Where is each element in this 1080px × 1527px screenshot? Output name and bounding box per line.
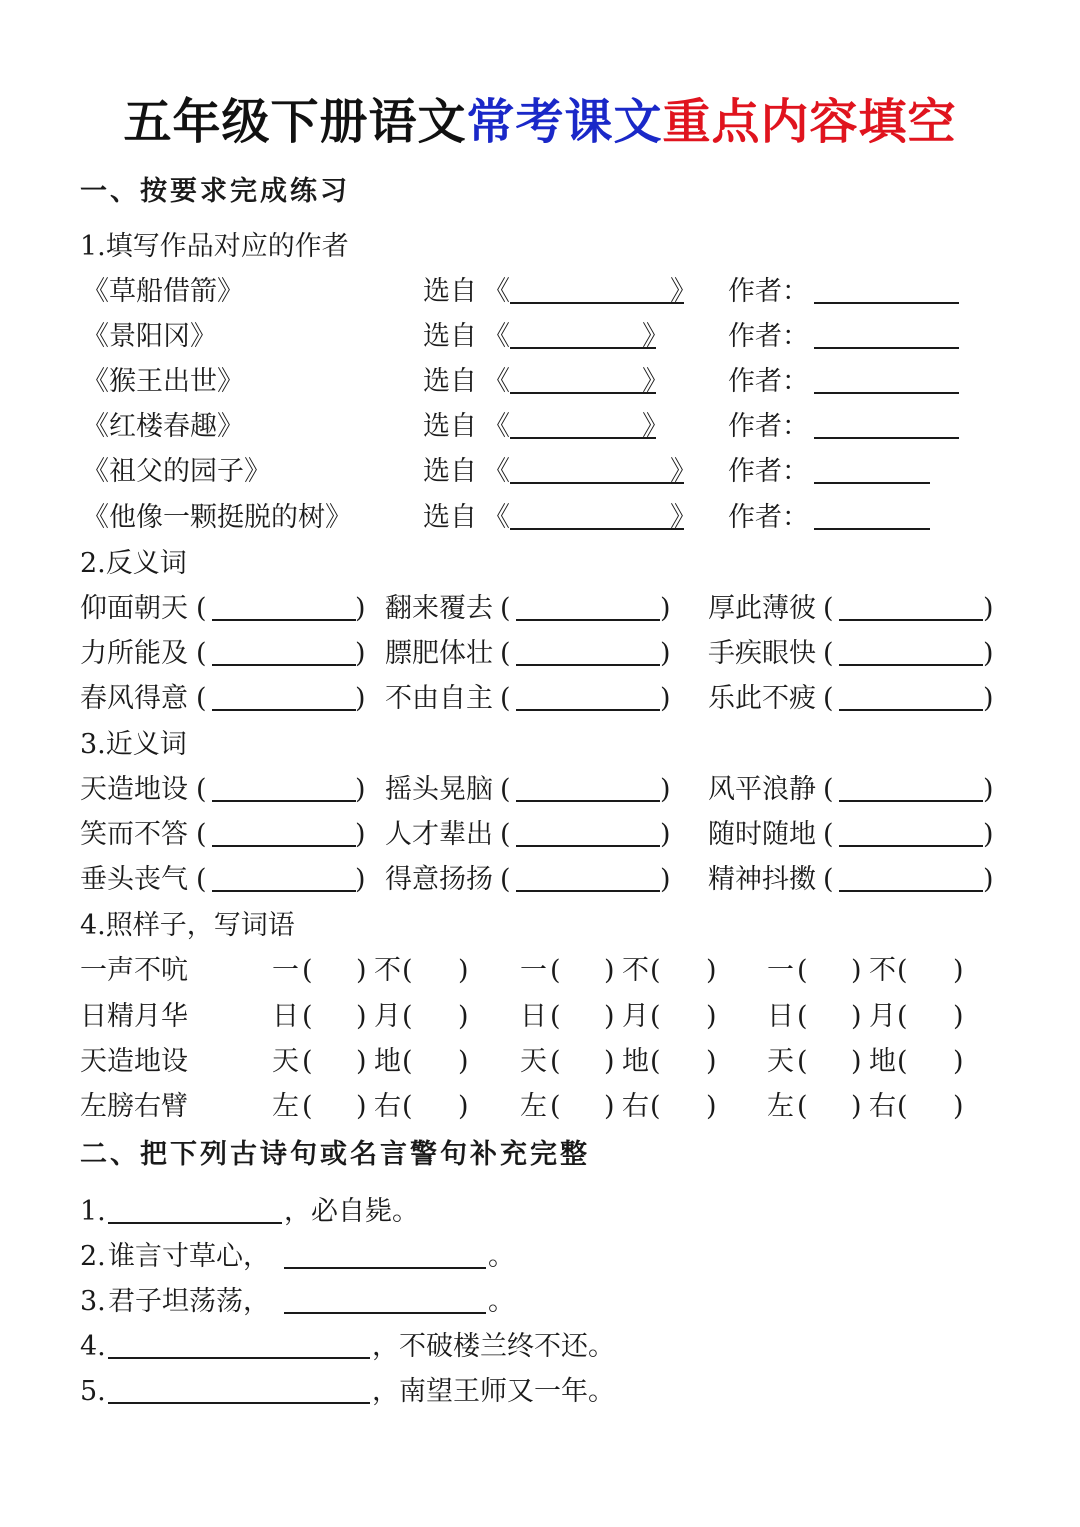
close-paren: ): [660, 683, 671, 714]
close-paren: ): [983, 774, 994, 805]
title-part-red: 重点内容填空: [662, 94, 957, 150]
blank-underline: [814, 362, 959, 394]
answer-blank[interactable]: [212, 677, 356, 721]
blank-underline: [510, 407, 656, 439]
answer-blank[interactable]: [516, 587, 660, 631]
idiom-word: 手疾眼快: [708, 638, 816, 669]
blank-underline: [516, 860, 660, 892]
blank-underline: [516, 634, 660, 666]
answer-blank[interactable]: [516, 768, 660, 812]
blank-underline: [212, 634, 356, 666]
close-paren: ): [706, 955, 717, 986]
author-blank[interactable]: [814, 450, 930, 494]
open-paren: (: [650, 1091, 661, 1122]
pattern-char: 左: [767, 1091, 794, 1122]
open-paren: (: [500, 638, 511, 669]
open-paren: (: [797, 1001, 808, 1032]
answer-blank[interactable]: [516, 813, 660, 857]
select-label: 选自: [423, 456, 477, 487]
pattern-char: 月: [869, 1001, 896, 1032]
close-paren: ): [660, 819, 671, 850]
blank-underline: [108, 1192, 282, 1224]
pattern-char: 日: [767, 1001, 794, 1032]
blank-underline: [212, 860, 356, 892]
poem-post: 。: [488, 1286, 515, 1317]
title-part-blue: 常考课文: [466, 94, 663, 150]
answer-blank[interactable]: [516, 858, 660, 902]
work-title: 《猴王出世》: [82, 366, 244, 397]
work-title: 《他像一颗挺脱的树》: [82, 502, 352, 533]
pattern-char: 天: [520, 1046, 547, 1077]
blank-underline: [814, 452, 930, 484]
idiom-word: 翻来覆去: [385, 593, 493, 624]
idiom-word: 膘肥体壮: [385, 638, 493, 669]
author-label: 作者：: [728, 321, 809, 352]
exercise-row: [0, 632, 1080, 676]
close-paren: ): [660, 638, 671, 669]
poem-pre: 谁言寸草心，: [108, 1241, 270, 1272]
work-title: 《草船借箭》: [82, 276, 244, 307]
pattern-char: 天: [767, 1046, 794, 1077]
blank-underline: [839, 770, 983, 802]
example-word: 左膀右臂: [80, 1091, 188, 1122]
exercise-row: [0, 496, 1080, 540]
close-paren: ): [660, 593, 671, 624]
close-quote: 》: [642, 366, 669, 397]
close-paren: ): [355, 593, 366, 624]
open-paren: (: [402, 955, 413, 986]
pattern-char: 日: [272, 1001, 299, 1032]
blank-underline: [510, 272, 684, 304]
pattern-char: 不: [869, 955, 896, 986]
open-quote: 《: [483, 502, 510, 533]
blank-underline: [284, 1237, 486, 1269]
exercise-row: [0, 677, 1080, 721]
poem-post: ，南望王师又一年。: [372, 1376, 615, 1407]
blank-underline: [284, 1282, 486, 1314]
idiom-word: 随时随地: [708, 819, 816, 850]
exercise-row: [0, 450, 1080, 494]
close-paren: ): [458, 1001, 469, 1032]
exercise-row: [0, 768, 1080, 812]
section1-heading: 一、按要求完成练习: [80, 176, 350, 207]
blank-underline: [510, 498, 684, 530]
author-blank[interactable]: [814, 405, 959, 449]
q3-label: 3.近义词: [80, 729, 187, 760]
close-paren: ): [458, 1046, 469, 1077]
exercise-row: [0, 405, 1080, 449]
open-paren: (: [550, 1001, 561, 1032]
pattern-char: 右: [622, 1091, 649, 1122]
poem-blank[interactable]: [108, 1370, 370, 1414]
close-quote: 》: [642, 321, 669, 352]
exercise-row: [0, 858, 1080, 902]
open-paren: (: [823, 638, 834, 669]
poem-blank[interactable]: [108, 1190, 282, 1234]
exercise-row: [0, 1085, 1080, 1129]
close-paren: ): [355, 774, 366, 805]
close-paren: ): [953, 955, 964, 986]
pattern-char: 地: [374, 1046, 401, 1077]
answer-blank[interactable]: [839, 632, 983, 676]
answer-blank[interactable]: [212, 858, 356, 902]
idiom-word: 厚此薄彼: [708, 593, 816, 624]
blank-underline: [516, 815, 660, 847]
open-quote: 《: [483, 366, 510, 397]
idiom-word: 力所能及: [80, 638, 188, 669]
open-paren: (: [302, 1001, 313, 1032]
close-paren: ): [604, 955, 615, 986]
close-paren: ): [983, 819, 994, 850]
close-paren: ): [604, 1046, 615, 1077]
open-paren: (: [650, 955, 661, 986]
close-quote: 》: [642, 411, 669, 442]
open-paren: (: [823, 819, 834, 850]
blank-underline: [510, 452, 684, 484]
answer-blank[interactable]: [212, 632, 356, 676]
poem-blank[interactable]: [108, 1325, 370, 1369]
title-part-black: 五年级下册语文: [123, 94, 467, 150]
idiom-word: 天造地设: [80, 774, 188, 805]
open-paren: (: [823, 774, 834, 805]
line-number: 1.: [80, 1196, 106, 1227]
select-label: 选自: [423, 321, 477, 352]
open-paren: (: [402, 1091, 413, 1122]
close-paren: ): [356, 1046, 367, 1077]
pattern-char: 一: [767, 955, 794, 986]
blank-underline: [212, 815, 356, 847]
q1-label: 1.填写作品对应的作者: [80, 231, 349, 262]
close-paren: ): [356, 1091, 367, 1122]
pattern-char: 一: [272, 955, 299, 986]
blank-underline: [516, 589, 660, 621]
select-label: 选自: [423, 502, 477, 533]
open-paren: (: [500, 819, 511, 850]
blank-underline: [108, 1372, 370, 1404]
author-blank[interactable]: [814, 496, 930, 540]
answer-blank[interactable]: [839, 813, 983, 857]
pattern-char: 地: [622, 1046, 649, 1077]
example-word: 一声不吭: [80, 955, 188, 986]
exercise-row: [0, 1235, 1080, 1279]
select-label: 选自: [423, 366, 477, 397]
idiom-word: 仰面朝天: [80, 593, 188, 624]
close-paren: ): [458, 955, 469, 986]
poem-post: ，必自毙。: [284, 1196, 419, 1227]
open-paren: (: [650, 1001, 661, 1032]
source-blank[interactable]: [510, 270, 684, 314]
open-paren: (: [500, 864, 511, 895]
blank-underline: [510, 317, 656, 349]
open-quote: 《: [483, 456, 510, 487]
idiom-word: 不由自主: [385, 683, 493, 714]
pattern-char: 日: [520, 1001, 547, 1032]
idiom-word: 春风得意: [80, 683, 188, 714]
close-quote: 》: [670, 276, 697, 307]
author-label: 作者：: [728, 276, 809, 307]
source-blank[interactable]: [510, 405, 656, 449]
poem-blank[interactable]: [284, 1280, 486, 1324]
exercise-row: [0, 995, 1080, 1039]
select-label: 选自: [423, 276, 477, 307]
pattern-char: 地: [869, 1046, 896, 1077]
example-word: 天造地设: [80, 1046, 188, 1077]
pattern-char: 天: [272, 1046, 299, 1077]
work-title: 《景阳冈》: [82, 321, 217, 352]
exercise-row: [0, 587, 1080, 631]
blank-underline: [212, 679, 356, 711]
exercise-row: [0, 315, 1080, 359]
author-blank[interactable]: [814, 270, 959, 314]
open-paren: (: [823, 593, 834, 624]
poem-blank[interactable]: [284, 1235, 486, 1279]
answer-blank[interactable]: [839, 858, 983, 902]
source-blank[interactable]: [510, 450, 684, 494]
open-paren: (: [823, 864, 834, 895]
blank-underline: [839, 860, 983, 892]
author-label: 作者：: [728, 456, 809, 487]
close-paren: ): [851, 1001, 862, 1032]
idiom-word: 垂头丧气: [80, 864, 188, 895]
open-paren: (: [650, 1046, 661, 1077]
open-paren: (: [897, 955, 908, 986]
source-blank[interactable]: [510, 315, 656, 359]
answer-blank[interactable]: [839, 768, 983, 812]
open-quote: 《: [483, 321, 510, 352]
open-paren: (: [897, 1091, 908, 1122]
line-number: 5.: [80, 1376, 106, 1407]
blank-underline: [839, 634, 983, 666]
open-paren: (: [302, 1046, 313, 1077]
author-blank[interactable]: [814, 360, 959, 404]
answer-blank[interactable]: [839, 677, 983, 721]
blank-underline: [839, 589, 983, 621]
open-quote: 《: [483, 411, 510, 442]
close-paren: ): [953, 1001, 964, 1032]
answer-blank[interactable]: [212, 587, 356, 631]
close-paren: ): [983, 593, 994, 624]
poem-pre: 君子坦荡荡，: [108, 1286, 270, 1317]
blank-underline: [839, 679, 983, 711]
pattern-char: 不: [374, 955, 401, 986]
close-paren: ): [458, 1091, 469, 1122]
idiom-word: 乐此不疲: [708, 683, 816, 714]
line-number: 2.: [80, 1241, 106, 1272]
exercise-row: [0, 1325, 1080, 1369]
blank-underline: [814, 407, 959, 439]
author-label: 作者：: [728, 502, 809, 533]
close-paren: ): [706, 1046, 717, 1077]
close-paren: ): [355, 683, 366, 714]
answer-blank[interactable]: [212, 813, 356, 857]
open-paren: (: [897, 1046, 908, 1077]
author-label: 作者：: [728, 411, 809, 442]
pattern-char: 左: [520, 1091, 547, 1122]
open-paren: (: [196, 819, 207, 850]
open-paren: (: [196, 593, 207, 624]
blank-underline: [510, 362, 656, 394]
close-paren: ): [355, 864, 366, 895]
close-paren: ): [356, 955, 367, 986]
close-paren: ): [953, 1046, 964, 1077]
q4-label: 4.照样子，写词语: [80, 910, 295, 941]
exercise-row: [0, 270, 1080, 314]
exercise-row: [0, 1040, 1080, 1084]
open-paren: (: [797, 955, 808, 986]
line-number: 4.: [80, 1331, 106, 1362]
close-paren: ): [851, 1091, 862, 1122]
blank-underline: [814, 272, 959, 304]
open-paren: (: [196, 774, 207, 805]
exercise-row: [0, 360, 1080, 404]
close-paren: ): [355, 638, 366, 669]
example-word: 日精月华: [80, 1001, 188, 1032]
idiom-word: 风平浪静: [708, 774, 816, 805]
answer-blank[interactable]: [516, 677, 660, 721]
author-label: 作者：: [728, 366, 809, 397]
open-paren: (: [302, 1091, 313, 1122]
close-paren: ): [604, 1001, 615, 1032]
exercise-row: [0, 1190, 1080, 1234]
close-paren: ): [953, 1091, 964, 1122]
blank-underline: [814, 317, 959, 349]
open-paren: (: [897, 1001, 908, 1032]
answer-blank[interactable]: [516, 632, 660, 676]
close-paren: ): [983, 864, 994, 895]
pattern-char: 左: [272, 1091, 299, 1122]
exercise-row: [0, 949, 1080, 993]
open-paren: (: [550, 955, 561, 986]
pattern-char: 右: [374, 1091, 401, 1122]
source-blank[interactable]: [510, 496, 684, 540]
line-number: 3.: [80, 1286, 106, 1317]
blank-underline: [108, 1327, 370, 1359]
open-paren: (: [797, 1046, 808, 1077]
idiom-word: 笑而不答: [80, 819, 188, 850]
open-paren: (: [196, 864, 207, 895]
close-quote: 》: [670, 456, 697, 487]
poem-post: 。: [488, 1241, 515, 1272]
close-paren: ): [983, 638, 994, 669]
idiom-word: 精神抖擞: [708, 864, 816, 895]
pattern-char: 月: [374, 1001, 401, 1032]
blank-underline: [212, 770, 356, 802]
blank-underline: [516, 770, 660, 802]
open-paren: (: [500, 774, 511, 805]
open-paren: (: [402, 1046, 413, 1077]
answer-blank[interactable]: [212, 768, 356, 812]
close-paren: ): [660, 774, 671, 805]
q2-label: 2.反义词: [80, 548, 187, 579]
idiom-word: 得意扬扬: [385, 864, 493, 895]
idiom-word: 人才辈出: [385, 819, 493, 850]
close-paren: ): [660, 864, 671, 895]
close-paren: ): [604, 1091, 615, 1122]
open-paren: (: [550, 1046, 561, 1077]
close-paren: ): [983, 683, 994, 714]
open-paren: (: [500, 683, 511, 714]
close-paren: ): [851, 955, 862, 986]
work-title: 《祖父的园子》: [82, 456, 271, 487]
poem-post: ，不破楼兰终不还。: [372, 1331, 615, 1362]
pattern-char: 一: [520, 955, 547, 986]
blank-underline: [516, 679, 660, 711]
open-paren: (: [196, 638, 207, 669]
open-paren: (: [402, 1001, 413, 1032]
page-title: [0, 92, 1080, 152]
pattern-char: 右: [869, 1091, 896, 1122]
pattern-char: 月: [622, 1001, 649, 1032]
exercise-row: [0, 1370, 1080, 1414]
close-paren: ): [851, 1046, 862, 1077]
section2-heading: 二、把下列古诗句或名言警句补充完整: [80, 1139, 590, 1170]
close-paren: ): [706, 1001, 717, 1032]
answer-blank[interactable]: [839, 587, 983, 631]
close-quote: 》: [670, 502, 697, 533]
close-paren: ): [355, 819, 366, 850]
blank-underline: [212, 589, 356, 621]
idiom-word: 摇头晃脑: [385, 774, 493, 805]
blank-underline: [814, 498, 930, 530]
blank-underline: [839, 815, 983, 847]
open-quote: 《: [483, 276, 510, 307]
open-paren: (: [500, 593, 511, 624]
exercise-row: [0, 813, 1080, 857]
close-paren: ): [706, 1091, 717, 1122]
select-label: 选自: [423, 411, 477, 442]
author-blank[interactable]: [814, 315, 959, 359]
work-title: 《红楼春趣》: [82, 411, 244, 442]
open-paren: (: [302, 955, 313, 986]
source-blank[interactable]: [510, 360, 656, 404]
open-paren: (: [196, 683, 207, 714]
pattern-char: 不: [622, 955, 649, 986]
open-paren: (: [823, 683, 834, 714]
open-paren: (: [550, 1091, 561, 1122]
close-paren: ): [356, 1001, 367, 1032]
exercise-row: [0, 1280, 1080, 1324]
open-paren: (: [797, 1091, 808, 1122]
